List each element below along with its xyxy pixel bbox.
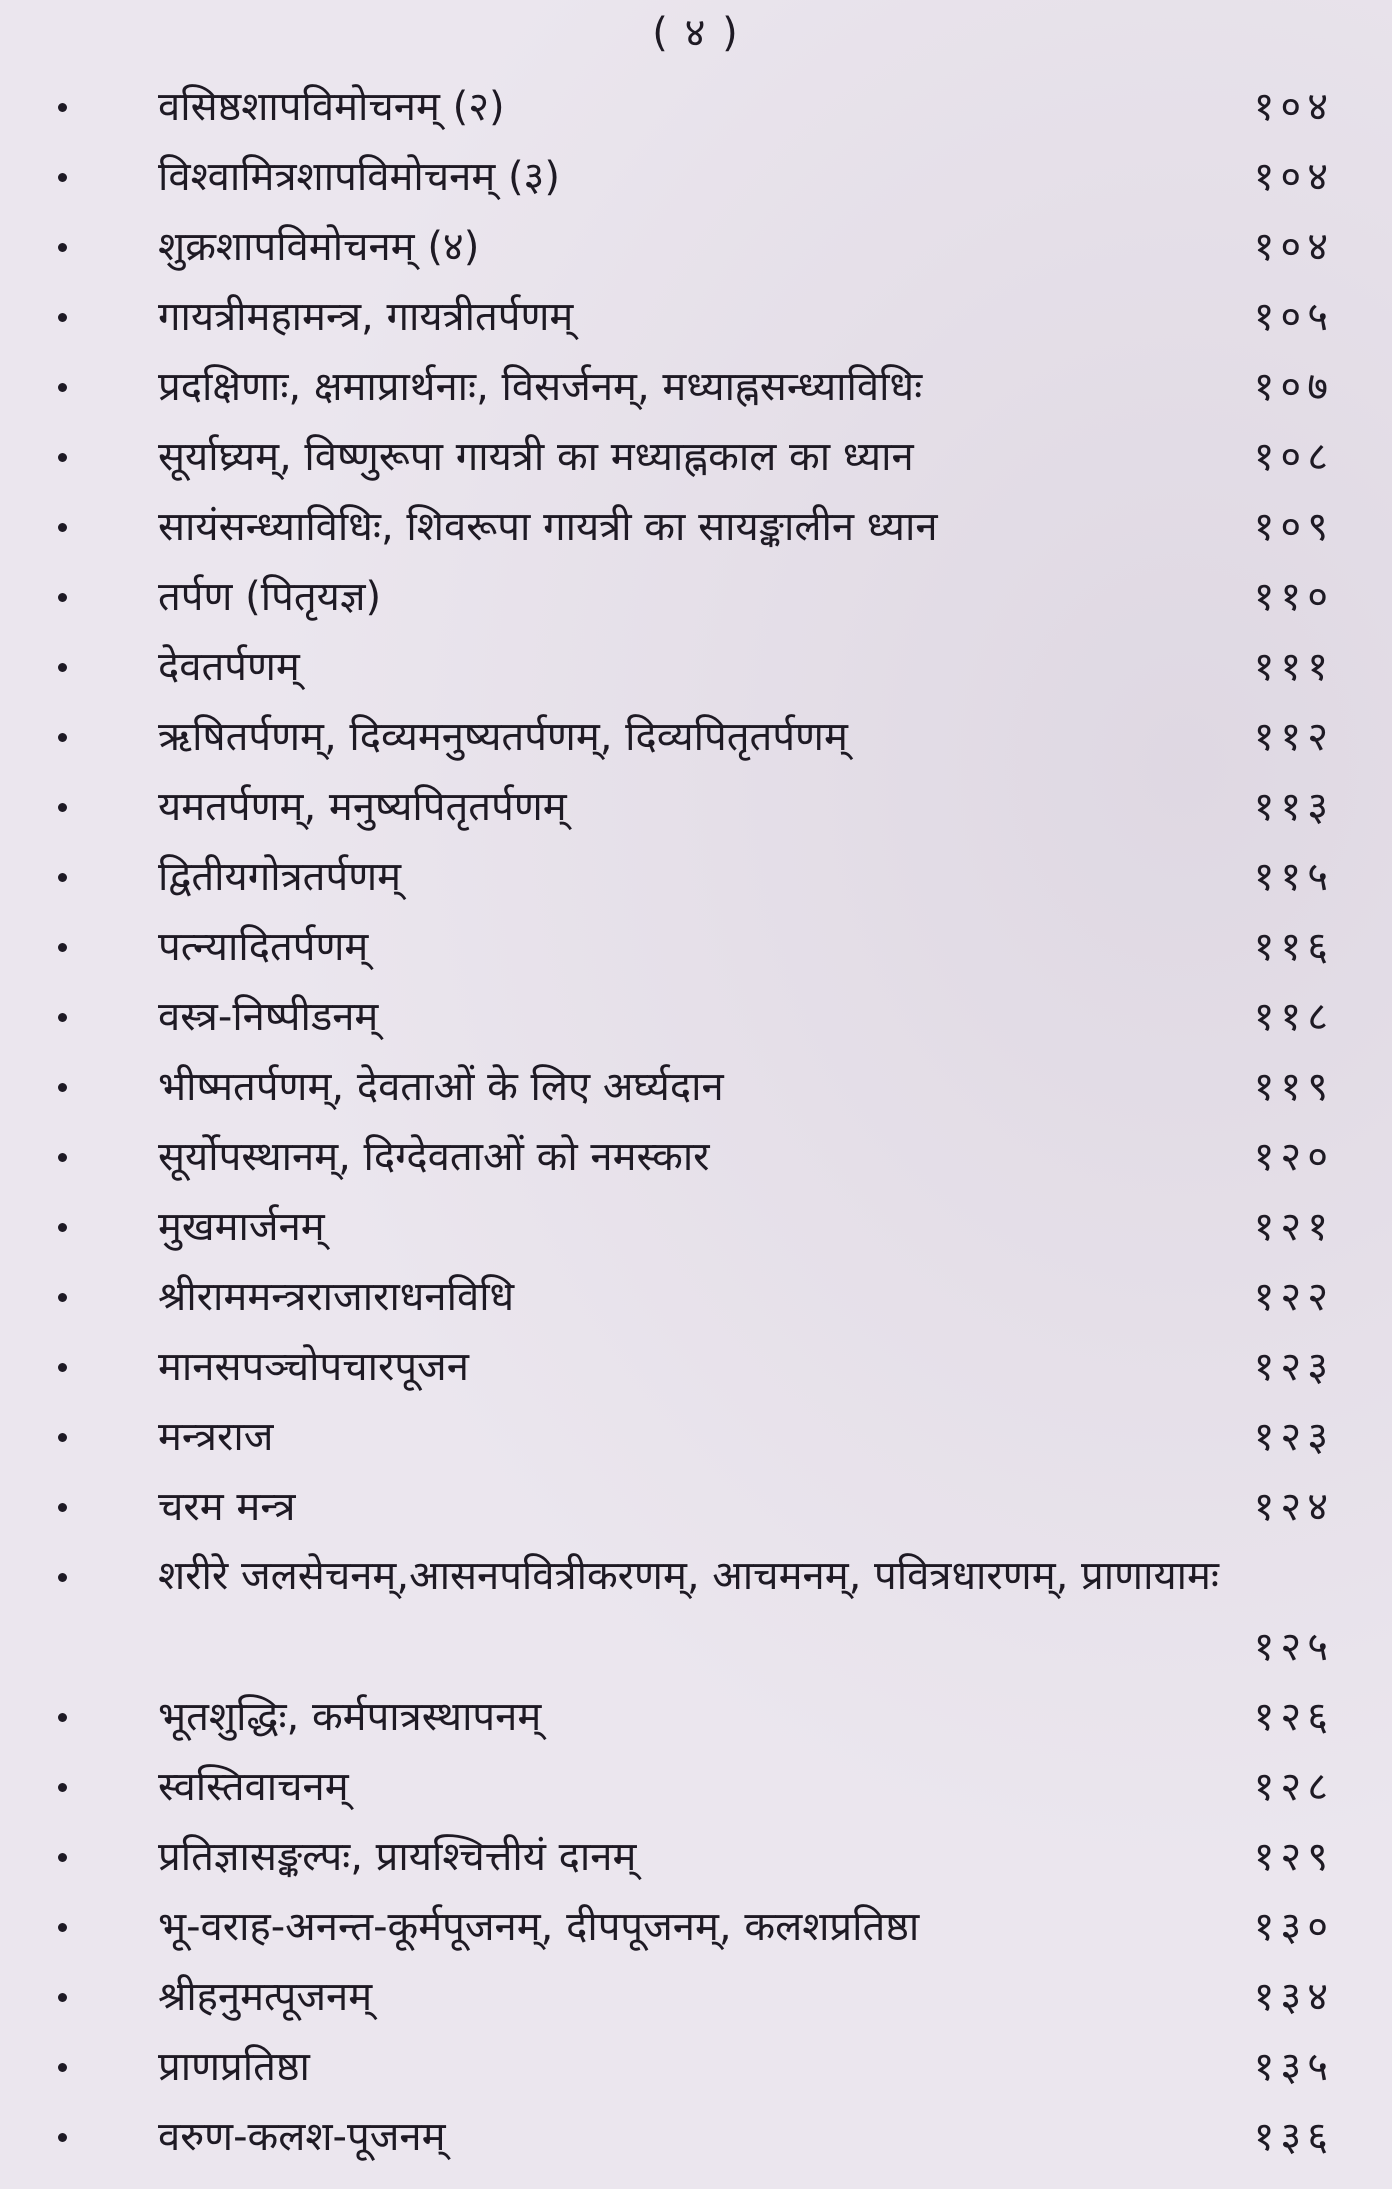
bullet-icon [58, 173, 67, 182]
entry-page-number: १२२ [1253, 1274, 1334, 1320]
toc-entry [0, 1332, 1392, 1402]
entry-page-number: १२४ [1253, 1484, 1334, 1530]
entry-page-number: १०५ [1253, 294, 1334, 340]
toc-entry [0, 1402, 1392, 1472]
toc-entry [0, 352, 1392, 422]
toc-entry [0, 912, 1392, 982]
entry-title: स्वस्तिवाचनम् [158, 1764, 349, 1810]
bullet-icon [58, 593, 67, 602]
entry-title: वसिष्ठशापविमोचनम् (२) [158, 84, 505, 130]
entry-title: तर्पण (पितृयज्ञ) [158, 574, 382, 620]
bullet-icon [58, 1223, 67, 1232]
entry-title: वरुण-कलश-पूजनम् [158, 2114, 446, 2160]
entry-title: द्वितीयगोत्रतर्पणम् [158, 854, 402, 900]
bullet-icon [58, 1013, 67, 1022]
entry-page-number: १३६ [1253, 2114, 1334, 2160]
toc-entry [0, 1262, 1392, 1332]
bullet-icon [58, 1293, 67, 1302]
toc-entry [0, 2102, 1392, 2172]
entry-page-number: १२६ [1253, 1694, 1334, 1740]
entry-title: शुक्रशापविमोचनम् (४) [158, 224, 480, 270]
bullet-icon [58, 1923, 67, 1932]
bullet-icon [58, 1713, 67, 1722]
entry-title: श्रीहनुमत्पूजनम् [158, 1974, 373, 2020]
entry-page-number: १३४ [1253, 1974, 1334, 2020]
toc-entry [0, 1822, 1392, 1892]
toc-entry [0, 142, 1392, 212]
entry-page-number: ११२ [1253, 714, 1334, 760]
entry-title: सायंसन्ध्याविधिः, शिवरूपा गायत्री का सायङ्कालीन ध्यान [158, 504, 938, 550]
entry-title: देवतर्पणम् [158, 644, 300, 690]
entry-title: सूर्याघ्र्यम्, विष्णुरूपा गायत्री का मध्याह्नकाल का ध्यान [158, 434, 914, 480]
entry-page-number: १०४ [1253, 154, 1334, 200]
bullet-icon [58, 2063, 67, 2072]
entry-page-number: १२१ [1253, 1204, 1334, 1250]
bullet-icon [58, 1083, 67, 1092]
toc-entry [0, 772, 1392, 842]
entry-page-number: १०७ [1253, 364, 1334, 410]
entry-title: भूतशुद्धिः, कर्मपात्रस्थापनम् [158, 1694, 542, 1740]
toc-entry [0, 1052, 1392, 1122]
entry-title: यमतर्पणम्, मनुष्यपितृतर्पणम् [158, 784, 567, 830]
toc-entry [0, 1682, 1392, 1752]
bullet-icon [58, 803, 67, 812]
toc-entry [0, 1122, 1392, 1192]
entry-title: गायत्रीमहामन्त्र, गायत्रीतर्पणम् [158, 294, 574, 340]
entry-page-number: १२३ [1253, 1344, 1334, 1390]
entry-page-number: १०९ [1253, 504, 1334, 550]
toc-entry [0, 632, 1392, 702]
bullet-icon [58, 943, 67, 952]
entry-title: श्रीराममन्त्रराजाराधनविधि [158, 1274, 515, 1320]
toc-entry [0, 1542, 1392, 1682]
entry-page-number: ११९ [1253, 1064, 1334, 1110]
bullet-icon [58, 2133, 67, 2142]
entry-title: भीष्मतर्पणम्, देवताओं के लिए अर्घ्यदान [158, 1064, 724, 1110]
entry-page-number: १२० [1253, 1134, 1334, 1180]
entry-page-number: १०८ [1253, 434, 1334, 480]
entry-page-number: १३५ [1253, 2044, 1334, 2090]
entry-page-number: १०४ [1253, 224, 1334, 270]
entry-title: प्रदक्षिणाः, क्षमाप्रार्थनाः, विसर्जनम्, मध्याह्नसन्ध्याविधिः [158, 364, 923, 410]
toc-entry [0, 1752, 1392, 1822]
entry-page-number: ११६ [1253, 924, 1334, 970]
toc-entry [0, 702, 1392, 772]
bullet-icon [58, 383, 67, 392]
bullet-icon [58, 873, 67, 882]
bullet-icon [58, 1363, 67, 1372]
entry-title: मन्त्रराज [158, 1414, 274, 1460]
entry-title: सूर्योपस्थानम्, दिग्देवताओं को नमस्कार [158, 1134, 710, 1180]
bullet-icon [58, 243, 67, 252]
bullet-icon [58, 1153, 67, 1162]
entry-title: प्राणप्रतिष्ठा [158, 2044, 310, 2090]
entry-title: चरम मन्त्र [158, 1484, 296, 1530]
entry-page-number: १२३ [1253, 1414, 1334, 1460]
bullet-icon [58, 103, 67, 112]
bullet-icon [58, 663, 67, 672]
toc-entry [0, 1472, 1392, 1542]
entry-title: शरीरे जलसेचनम्,आसनपवित्रीकरणम्, आचमनम्, पवित्रधारणम्, प्राणायामः [158, 1553, 1219, 1599]
bullet-icon [58, 453, 67, 462]
entry-page-number: ११३ [1253, 784, 1334, 830]
toc-entry [0, 1962, 1392, 2032]
entry-title: मानसपञ्चोपचारपूजन [158, 1344, 469, 1390]
toc-entry [0, 842, 1392, 912]
entry-page-number: ११० [1253, 574, 1334, 620]
bullet-icon [58, 1573, 67, 1582]
entry-title: ऋषितर्पणम्, दिव्यमनुष्यतर्पणम्, दिव्यपितृतर्पणम् [158, 714, 848, 760]
toc-entry [0, 562, 1392, 632]
bullet-icon [58, 1783, 67, 1792]
bullet-icon [58, 523, 67, 532]
bullet-icon [58, 313, 67, 322]
entry-title: भू-वराह-अनन्त-कूर्मपूजनम्, दीपपूजनम्, कलशप्रतिष्ठा [158, 1904, 920, 1950]
toc-entry [0, 1192, 1392, 1262]
bullet-icon [58, 1853, 67, 1862]
toc-entry [0, 212, 1392, 282]
toc-entry [0, 2032, 1392, 2102]
entry-title: पत्न्यादितर्पणम् [158, 924, 369, 970]
entry-title: विश्वामित्रशापविमोचनम् (३) [158, 154, 560, 200]
entry-page-number: ११५ [1253, 854, 1334, 900]
bullet-icon [58, 1993, 67, 2002]
bullet-icon [58, 1503, 67, 1512]
bullet-icon [58, 1433, 67, 1442]
toc-entry [0, 72, 1392, 142]
entry-page-number: १२५ [1253, 1624, 1334, 1670]
toc-entry [0, 282, 1392, 352]
table-of-contents [0, 72, 1392, 2172]
entry-page-number: १२८ [1253, 1764, 1334, 1810]
toc-entry [0, 1892, 1392, 1962]
entry-page-number: ११८ [1253, 994, 1334, 1040]
page-number: ( ४ ) [652, 10, 740, 56]
entry-title: प्रतिज्ञासङ्कल्पः, प्रायश्चित्तीयं दानम् [158, 1834, 637, 1880]
entry-page-number: १२९ [1253, 1834, 1334, 1880]
entry-title: वस्त्र-निष्पीडनम् [158, 994, 379, 1040]
entry-title: मुखमार्जनम् [158, 1204, 325, 1250]
toc-entry [0, 982, 1392, 1052]
entry-page-number: १११ [1253, 644, 1334, 690]
entry-page-number: १०४ [1253, 84, 1334, 130]
bullet-icon [58, 733, 67, 742]
toc-entry [0, 422, 1392, 492]
toc-entry [0, 492, 1392, 562]
entry-page-number: १३० [1253, 1904, 1334, 1950]
